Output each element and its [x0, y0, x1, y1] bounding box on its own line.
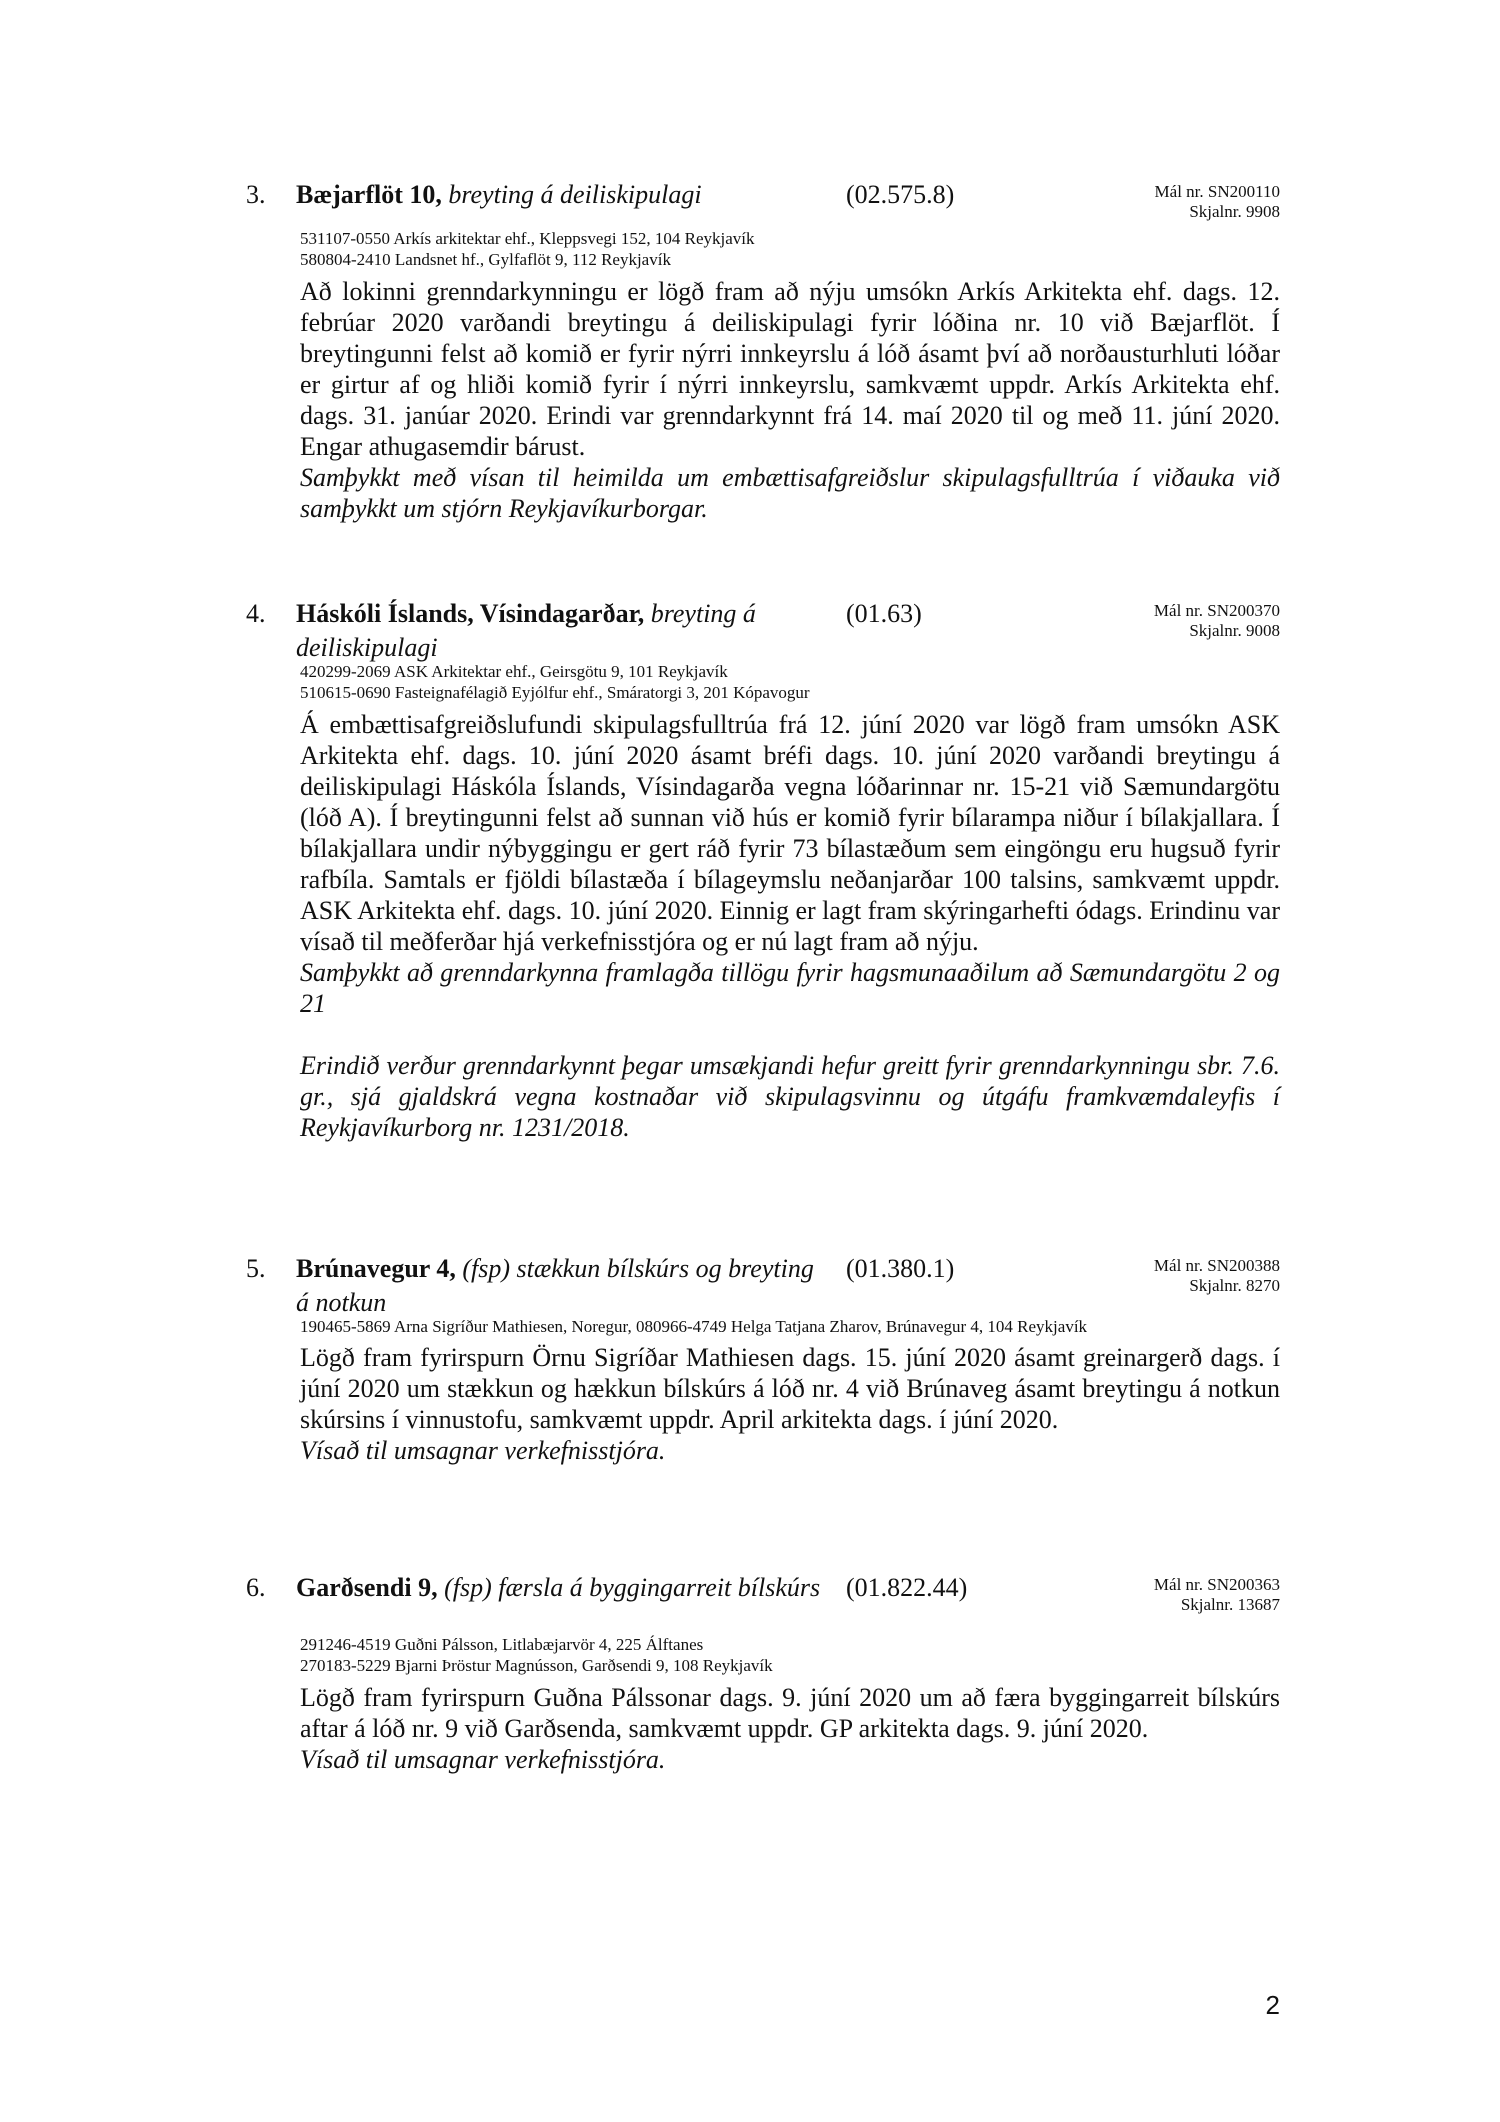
item-code: (01.63)	[846, 599, 922, 628]
parties-list	[300, 661, 810, 703]
case-number: Mál nr. SN200388	[1153, 1256, 1280, 1275]
case-number: Mál nr. SN200110	[1154, 182, 1280, 201]
item-code: (02.575.8)	[846, 180, 955, 209]
item-heading	[296, 1252, 826, 1320]
item-description: Að lokinni grenndarkynningu er lögð fram að nýju umsókn Arkís Arkitekta ehf. dags. 12. febrúar 2020 varðandi breytingu á deiliskipulagi fyrir lóðina nr. 10 við Bæjarflöt. Í breytingunni felst að komið er fyrir nýrri innkeyrslu á lóð ásamt því að norðausturhluti lóðar er girtur af og hliði komið fyrir í nýrri innkeyrslu, samkvæmt uppdr. Arkís Arkitekta ehf. dags. 31. janúar 2020. Erindi var grenndarkynnt frá 14. maí 2020 til og með 11. júní 2020. Engar athugasemdir bárust.	[300, 277, 1280, 461]
item-description: Lögð fram fyrirspurn Örnu Sigríðar Mathiesen dags. 15. júní 2020 ásamt greinargerð dags. í júní 2020 um stækkun og hækkun bílskúrs á lóð nr. 4 við Brúnaveg ásamt breytingu á notkun skúrsins í vinnustofu, samkvæmt uppdr. April arkitekta dags. í júní 2020.	[300, 1343, 1280, 1434]
item-body	[300, 276, 1280, 524]
item-heading	[296, 1571, 826, 1605]
item-subject: (fsp) færsla á byggingarreit bílskúrs	[444, 1573, 821, 1602]
case-reference	[1155, 182, 1280, 222]
item-subject: (fsp) stækkun bílskúrs og breyting á notkun	[296, 1254, 814, 1317]
case-reference	[1154, 1575, 1280, 1615]
item-decision: Samþykkt að grenndarkynna framlagða tillögu fyrir hagsmunaaðilum að Sæmundargötu 2 og 21	[300, 958, 1280, 1018]
document-number: Skjalnr. 8270	[1189, 1276, 1280, 1295]
party: 531107-0550 Arkís arkitektar ehf., Kleppsvegi 152, 104 Reykjavík	[300, 229, 755, 248]
item-address: Brúnavegur 4,	[296, 1254, 456, 1283]
parties-list	[300, 1316, 1087, 1337]
item-body	[300, 1342, 1280, 1466]
item-body	[300, 1682, 1280, 1775]
item-body	[300, 709, 1280, 1143]
item-address: Háskóli Íslands, Vísindagarðar,	[296, 599, 645, 628]
item-heading	[296, 178, 826, 212]
party: 510615-0690 Fasteignafélagið Eyjólfur ehf., Smáratorgi 3, 201 Kópavogur	[300, 683, 810, 702]
parties-list	[300, 1634, 773, 1676]
item-number: 4.	[246, 599, 266, 628]
item-note: Erindið verður grenndarkynnt þegar umsækjandi hefur greitt fyrir grenndarkynningu sbr. 7.6. gr., sjá gjaldskrá vegna kostnaðar við skipulagsvinnu og útgáfu framkvæmdaleyfis í Reykjavíkurborg nr. 1231/2018.	[300, 1051, 1280, 1142]
case-reference	[1154, 601, 1280, 641]
party: 580804-2410 Landsnet hf., Gylfaflöt 9, 112 Reykjavík	[300, 250, 671, 269]
party: 190465-5869 Arna Sigríður Mathiesen, Noregur, 080966-4749 Helga Tatjana Zharov, Brúnavegur 4, 104 Reykjavík	[300, 1317, 1088, 1336]
item-address: Bæjarflöt 10,	[296, 180, 442, 209]
item-subject: breyting á deiliskipulagi	[296, 599, 756, 662]
item-decision: Vísað til umsagnar verkefnisstjóra.	[300, 1745, 666, 1774]
item-number: 6.	[246, 1573, 266, 1602]
item-number: 5.	[246, 1254, 266, 1283]
item-description: Lögð fram fyrirspurn Guðna Pálssonar dags. 9. júní 2020 um að færa byggingarreit bílskúrs aftar á lóð nr. 9 við Garðsenda, samkvæmt uppdr. GP arkitekta dags. 9. júní 2020.	[300, 1683, 1280, 1743]
item-decision: Samþykkt með vísan til heimilda um embættisafgreiðslur skipulagsfulltrúa í viðauka við samþykkt um stjórn Reykjavíkurborgar.	[300, 463, 1280, 523]
document-number: Skjalnr. 13687	[1180, 1595, 1280, 1614]
party: 291246-4519 Guðni Pálsson, Litlabæjarvör 4, 225 Álftanes	[300, 1635, 704, 1654]
spacer	[300, 1019, 1280, 1050]
item-description: Á embættisafgreiðslufundi skipulagsfulltrúa frá 12. júní 2020 var lögð fram umsókn ASK Arkitekta ehf. dags. 10. júní 2020 ásamt bréfi dags. 10. júní 2020 varðandi breytingu á deiliskipulagi Háskóla Íslands, Vísindagarða vegna lóðarinnar nr. 15-21 við Sæmundargötu (lóð A). Í breytingunni felst að sunnan við hús er komið fyrir bílarampa niður í bílakjallara. Í bílakjallara undir nýbyggingu er gert ráð fyrir 73 bílastæðum sem eingöngu eru hugsuð fyrir rafbíla. Samtals er fjöldi bílastæða í bílageymslu neðanjarðar 100 talsins, samkvæmt uppdr. ASK Arkitekta ehf. dags. 10. júní 2020. Einnig er lagt fram skýringarhefti ódags. Erindinu var vísað til meðferðar hjá verkefnisstjóra og er nú lagt fram að nýju.	[300, 710, 1280, 956]
item-address: Garðsendi 9,	[296, 1573, 438, 1602]
item-number: 3.	[246, 180, 266, 209]
item-subject: breyting á deiliskipulagi	[448, 180, 702, 209]
parties-list	[300, 228, 755, 270]
party: 420299-2069 ASK Arkitektar ehf., Geirsgötu 9, 101 Reykjavík	[300, 662, 728, 681]
document-number: Skjalnr. 9008	[1189, 621, 1280, 640]
item-heading	[296, 597, 826, 665]
item-code: (01.380.1)	[846, 1254, 955, 1283]
document-number: Skjalnr. 9908	[1189, 202, 1280, 221]
page-number: 2	[1265, 1990, 1280, 2020]
item-decision: Vísað til umsagnar verkefnisstjóra.	[300, 1436, 666, 1465]
party: 270183-5229 Bjarni Þröstur Magnússon, Garðsendi 9, 108 Reykjavík	[300, 1656, 773, 1675]
case-reference	[1154, 1256, 1280, 1296]
item-code: (01.822.44)	[846, 1573, 968, 1602]
case-number: Mál nr. SN200363	[1153, 1575, 1280, 1594]
case-number: Mál nr. SN200370	[1153, 601, 1280, 620]
